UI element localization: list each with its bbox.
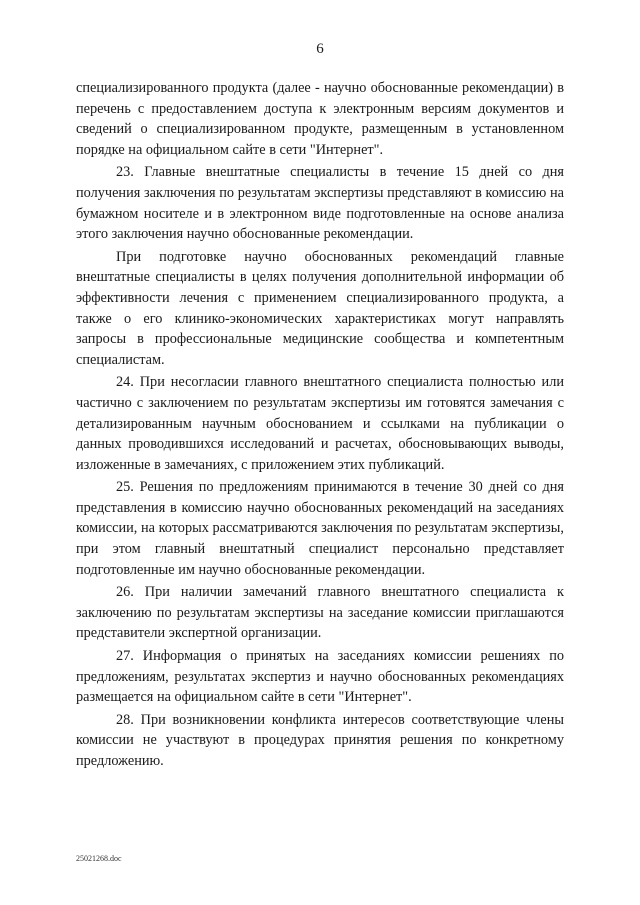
footer-file-name: 25021268.doc [76,854,122,863]
paragraph-24: 24. При несогласии главного внештатного специалиста полностью или частично с заключением по результатам экспертизы им готовятся замечания с детализированным научным обоснованием и ссылками на публикации о данных проводившихся исследований и расчетах, обосновывающих выводы, изложенные в замечаниях, с приложением этих публикаций. [76,374,564,473]
document-body [76,78,564,774]
page-number: 6 [316,41,324,57]
paragraph-27: 27. Информация о принятых на заседаниях комиссии решениях по предложениям, результатах экспертиз и научно обоснованных рекомендациях размещается на официальном сайте в сети "Интернет". [76,648,564,706]
paragraph-25: 25. Решения по предложениям принимаются в течение 30 дней со дня представления в комиссию научно обоснованных рекомендаций на заседаниях комиссии, на которых рассматриваются заключения по результатам экспертизы, при этом главный внештатный специалист персонально представляет подготовленные им научно обоснованные рекомендации. [76,479,564,578]
paragraph-23: 23. Главные внештатные специалисты в течение 15 дней со дня получения заключения по результатам экспертизы представляют в комиссию на бумажном носителе и в электронном виде подготовленные на основе анализа этого заключения научно обоснованные рекомендации. [76,164,564,243]
paragraph-28: 28. При возникновении конфликта интересов соответствующие члены комиссии не участвуют в процедурах принятия решения по конкретному предложению. [76,711,564,769]
paragraph-continuation: специализированного продукта (далее - научно обоснованные рекомендации) в перечень с предоставлением доступа к электронным версиям документов и сведений о специализированном продукте, размещенным в установленном порядке на официальном сайте в сети "Интернет". [76,80,564,158]
paragraph-23-detail: При подготовке научно обоснованных рекомендаций главные внештатные специалисты в целях получения дополнительной информации об эффективности лечения с применением специализированного продукта, а также о его клинико-экономических характеристиках могут направлять запросы в профессиональные медицинские сообщества и компетентным специалистам. [76,248,564,368]
paragraph-26: 26. При наличии замечаний главного внештатного специалиста к заключению по результатам экспертизы на заседание комиссии приглашаются представители экспертной организации. [76,584,564,642]
